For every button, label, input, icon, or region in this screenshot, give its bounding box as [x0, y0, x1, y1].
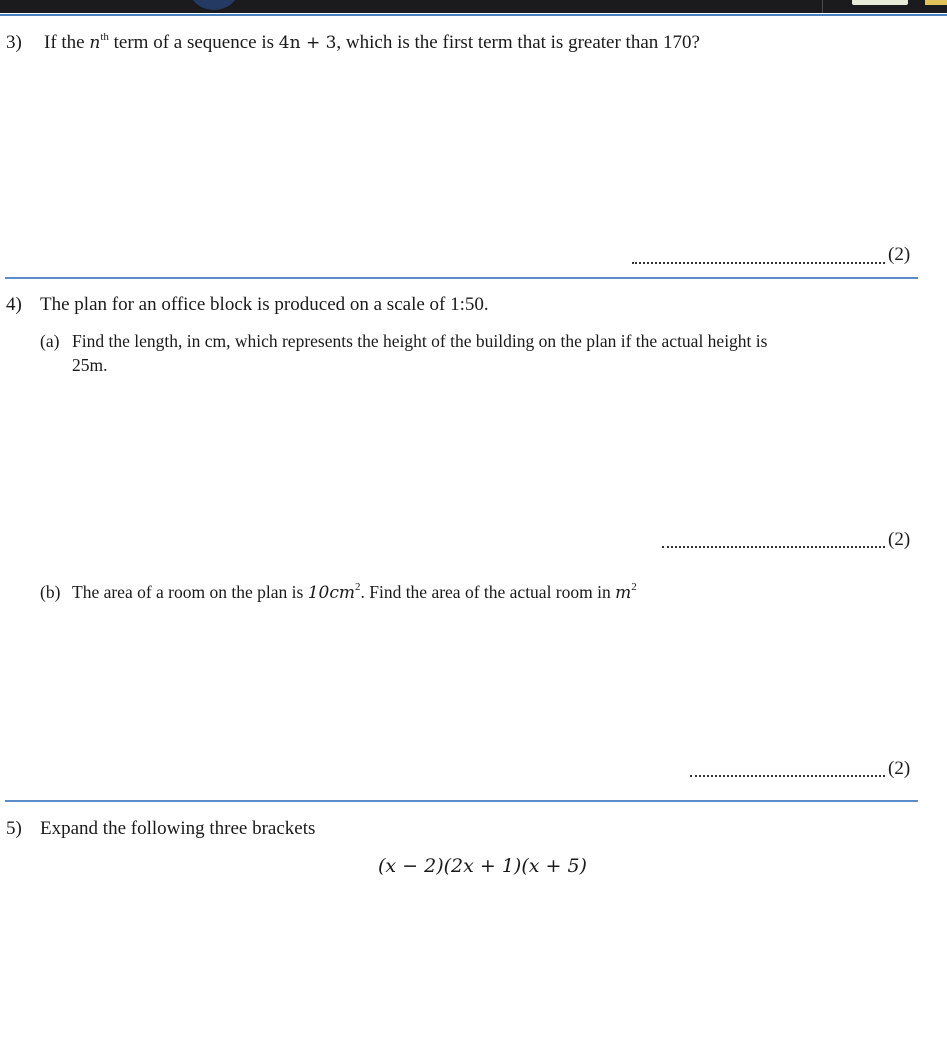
section-divider [5, 277, 918, 279]
question-5-expression: (x − 2)(2x + 1)(x + 5) [378, 855, 587, 877]
answer-line-q4a[interactable] [662, 546, 885, 548]
question-3-text: If the $n^{th}$ term of a sequence is 4n + 3, which is the first term that is greater than 170? [44, 31, 700, 53]
part-b-label: (b) [40, 582, 61, 602]
part-a-text-line2: 25m. [72, 355, 108, 375]
part-a-text-line1: Find the length, in cm, which represents the height of the building on the plan if the actual height is [72, 331, 768, 351]
part-a-label: (a) [40, 331, 60, 351]
top-toolbar [0, 0, 947, 13]
toolbar-button[interactable] [852, 0, 908, 5]
section-divider [5, 800, 918, 802]
marks-q3: (2) [888, 244, 911, 265]
answer-line-q3[interactable] [632, 262, 885, 264]
avatar[interactable] [188, 0, 240, 10]
part-b-text: The area of a room on the plan is $10cm^2$. Find the area of the actual room in $m^2$ [72, 581, 637, 603]
question-4-number: 4) [6, 294, 22, 315]
marks-q4a: (2) [888, 529, 911, 550]
answer-line-q4b[interactable] [690, 775, 885, 777]
toolbar-divider [822, 0, 823, 13]
toolbar-button-accent[interactable] [925, 0, 947, 5]
marks-q4b: (2) [888, 758, 911, 779]
question-3-number: 3) [6, 32, 22, 53]
top-divider [0, 14, 947, 16]
question-4-intro: The plan for an office block is produced on a scale of 1:50. [40, 294, 489, 315]
question-5-number: 5) [6, 818, 22, 839]
question-5-text: Expand the following three brackets [40, 818, 316, 839]
